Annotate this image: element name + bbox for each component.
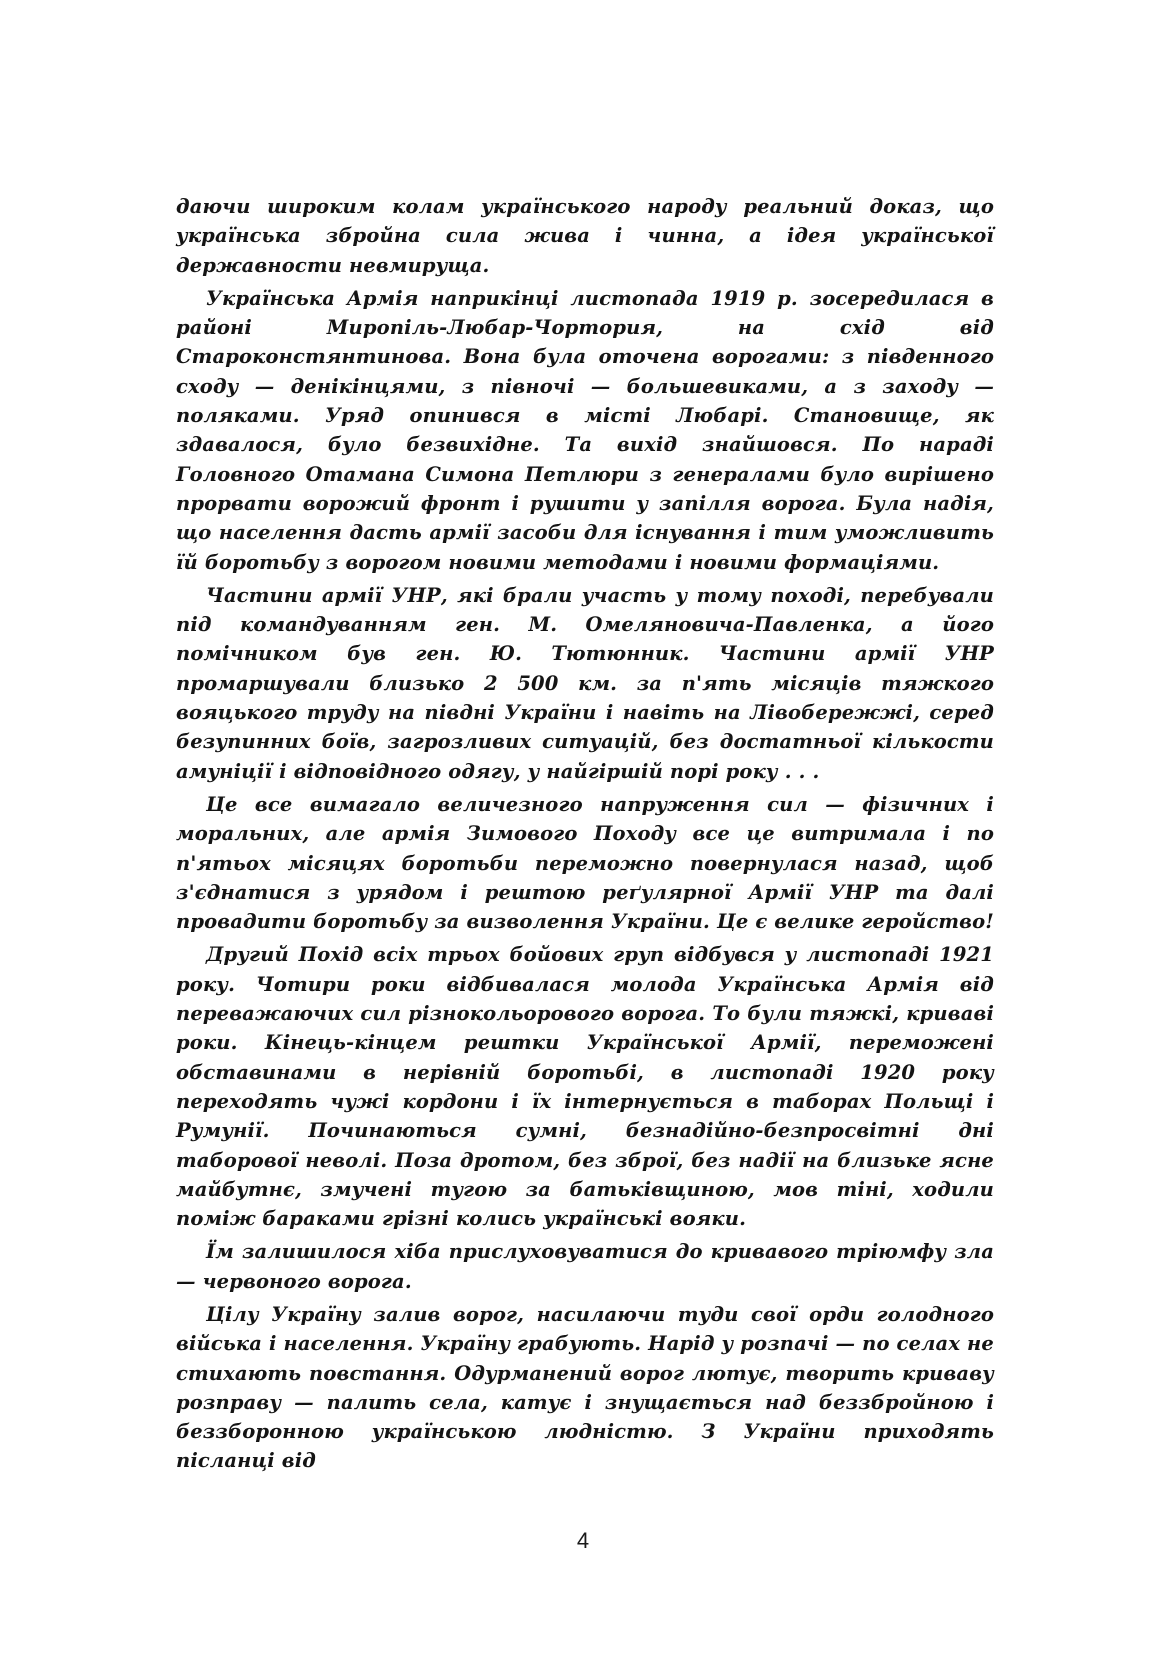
- body-text: [176, 192, 994, 1480]
- page-number: 4: [576, 1528, 590, 1553]
- paragraph-2: Українська Армія наприкінці листопада 1919 р. зосередилася в районі Миропіль-Любар-Чортория, на схід від Староконстянтинова. Вона була оточена ворогами: з південного сходу — денікінцями, з півночі — большевиками, а з заходу — поляками. Уряд опинився в місті Любарі. Становище, як здавалося, було безвихідне. Та вихід знайшовся. По нараді Головного Отамана Симона Петлюри з генералами було вирішено прорвати ворожий фронт і рушити у запілля ворога. Була надія, що населення дасть армії засоби для існування і тим уможливить їй боротьбу з ворогом новими методами і новими формаціями.: [176, 286, 994, 574]
- paragraph-5: Другий Похід всіх трьох бойових груп відбувся у листопаді 1921 року. Чотири роки відбивалася молода Українська Армія від переважаючих сил різнокольорового ворога. То були тяжкі, криваві роки. Кінець-кінцем рештки Української Армії, переможені обставинами в нерівній боротьбі, в листопаді 1920 року переходять чужі кордони і їх інтернується в таборах Польщі і Румунії. Починаються сумні, безнадійно-безпросвітні дні таборової неволі. Поза дротом, без зброї, без надії на близьке ясне майбутнє, змучені тугою за батьківщиною, мов тіні, ходили поміж бараками грізні колись українські вояки.: [176, 943, 994, 1231]
- paragraph-1: даючи широким колам українського народу реальний доказ, що українська збройна сила жива і чинна, а ідея української державности невмируща.: [176, 195, 994, 277]
- paragraph-6: Їм залишилося хіба прислуховуватися до кривавого тріюмфу зла — червоного ворога.: [176, 1240, 994, 1293]
- paragraph-3: Частини армії УНР, які брали участь у тому поході, перебували під командуванням ген. М. Омеляновича-Павленка, а його помічником був ген. Ю. Тютюнник. Частини армії УНР промаршували близько 2 500 км. за п'ять місяців тяжкого вояцького труду на півдні України і навіть на Лівобережжі, серед безупинних боїв, загрозливих ситуацій, без достатньої кількости амуніції і відповідного одягу, у найгіршій порі року . . .: [176, 583, 994, 783]
- paragraph-4: Це все вимагало величезного напруження сил — фізичних і моральних, але армія Зимового Походу все це витримала і по п'ятьох місяцях боротьби переможно повернулася назад, щоб з'єднатися з урядом і рештою реґулярної Армії УНР та далі провадити боротьбу за визволення України. Це є велике геройство!: [176, 792, 994, 934]
- paragraph-7: Цілу Україну залив ворог, насилаючи туди свої орди голодного війська і населення. Україну грабують. Нарід у розпачі — по селах не стихають повстання. Одурманений ворог лютує, творить криваву розправу — палить села, катує і знущається над беззбройною і беззборонною українською людністю. З України приходять післанці від: [176, 1302, 994, 1473]
